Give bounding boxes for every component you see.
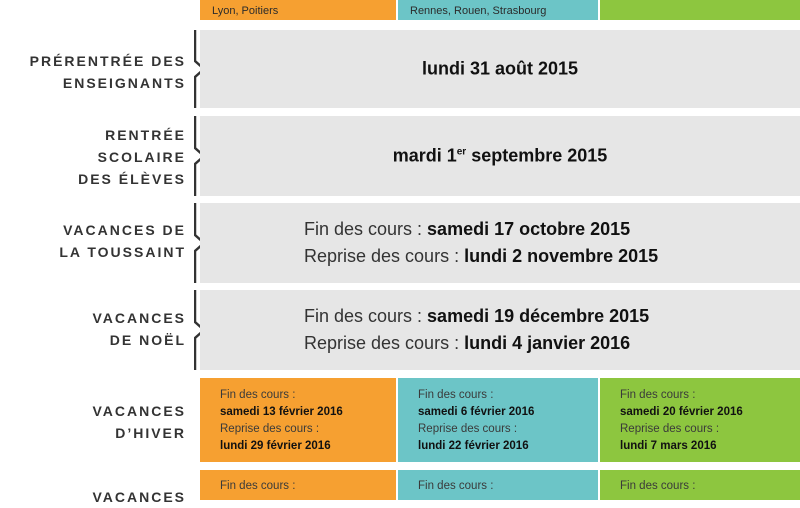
row-label-noel: VACANCES DE NOËL [92,310,186,348]
row-label-toussaint: VACANCES DE LA TOUSSAINT [59,222,186,260]
toussaint-box [200,203,800,283]
row-label-printemps: VACANCES [92,489,186,505]
noel-fin: Fin des cours : samedi 19 décembre 2015 [304,306,650,326]
rentree-date: mardi 1er septembre 2015 [392,145,608,166]
prerentree-box [200,30,800,108]
prerentree-date: lundi 31 août 2015 [421,58,579,79]
row-label-rentree: RENTRÉE SCOLAIRE DES ÉLÈVES [78,127,186,187]
toussaint-reprise: Reprise des cours : lundi 2 novembre 2015 [304,246,659,266]
hiver-zone-b: Fin des cours : samedi 6 février 2016 Reprise des cours : lundi 22 février 2016 [398,378,598,462]
printemps-zone-b: Fin des cours : [398,470,598,500]
noel-dates [304,303,649,357]
toussaint-fin: Fin des cours : samedi 17 octobre 2015 [304,219,631,239]
zone-b-header [398,0,598,20]
zone-b-cities: Rennes, Rouen, Strasbourg [410,5,547,17]
noel-reprise: Reprise des cours : lundi 4 janvier 2016 [304,333,631,353]
zone-a-cities: Lyon, Poitiers [212,5,279,17]
printemps-zone-a: Fin des cours : [200,470,396,500]
zone-c-header [600,0,800,20]
hiver-zone-a: Fin des cours : samedi 13 février 2016 Reprise des cours : lundi 29 février 2016 [200,378,396,462]
noel-box [200,290,800,370]
row-label-hiver: VACANCES D’HIVER [92,403,186,441]
printemps-zone-c: Fin des cours : [600,470,800,500]
zone-a-header [200,0,396,20]
rentree-box [200,116,800,196]
toussaint-dates [304,216,658,270]
hiver-zone-c: Fin des cours : samedi 20 février 2016 Reprise des cours : lundi 7 mars 2016 [600,378,800,462]
row-label-prerentree: PRÉRENTRÉE DES ENSEIGNANTS [29,53,186,91]
